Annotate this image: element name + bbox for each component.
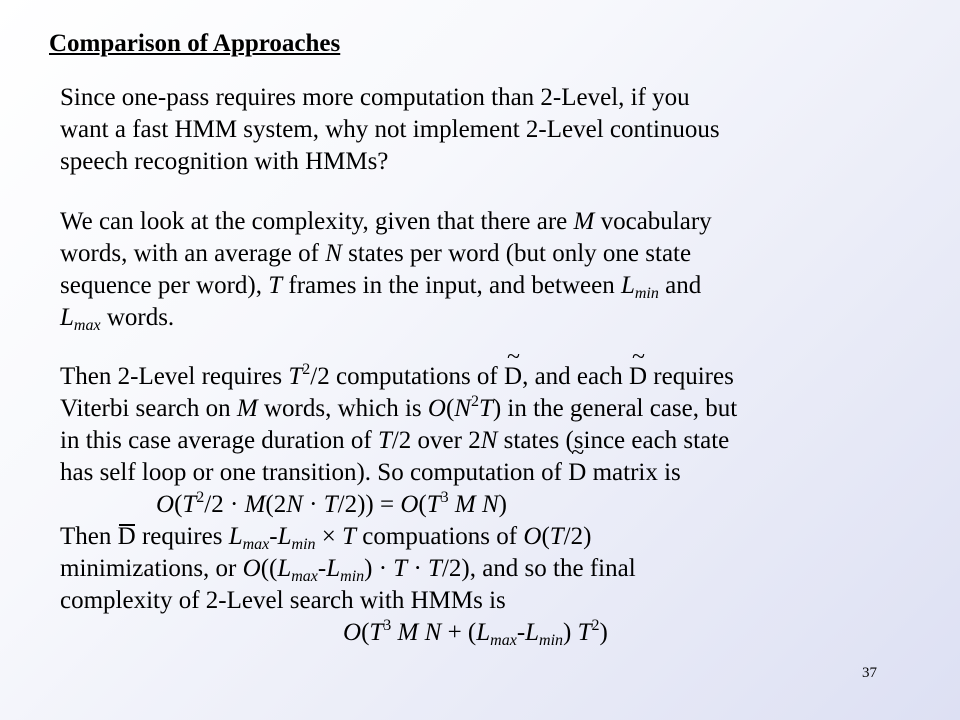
formula-line: $O(T^2/2 \cdot M(2N \cdot T/2)) = O(T^3$ M N) — [156, 489, 507, 518]
d-tilde-symbol: ~ D — [568, 457, 586, 489]
text-line: Viterbi search on M words, which is $O(N^2T)$ in the general case, but — [60, 393, 738, 422]
text-line: in this case average duration of T/2 over 2N states (since each state — [60, 427, 730, 454]
paragraph-question — [60, 82, 920, 178]
text-line: Then D requires $L_{max}-L_{min} \times T$ compuations of O(T/2) — [60, 523, 592, 553]
formula-line-final: $O(T^3$ M $N + (L_{max}-L_{min})$ $T^2$) — [343, 617, 608, 649]
d-tilde-symbol: ~ D — [629, 361, 647, 393]
paragraph-complexity-setup — [60, 206, 920, 334]
text-line: minimizations, or $O((L_{max}-L_{min}) \cdot T \cdot T/2)$, and so the final — [60, 555, 636, 585]
slide-title: Comparison of Approaches — [49, 30, 341, 57]
text-line: sequence per word), T frames in the input, and between $L_{min}$ and — [60, 272, 702, 302]
d-tilde-symbol: ~ D — [504, 361, 522, 393]
text-line: Then 2-Level requires $T^2/2$ computations of ~ D, and each ~ D requires — [60, 361, 920, 393]
paragraph-two-level-analysis — [60, 361, 920, 649]
page-number: 37 — [862, 665, 877, 681]
text-line: We can look at the complexity, given that there are M vocabulary — [60, 208, 712, 235]
d-bar-symbol: D — [118, 521, 136, 553]
text-line: Since one-pass requires more computation than 2-Level, if you — [60, 84, 690, 111]
text-line: want a fast HMM system, why not implement 2-Level continuous — [60, 116, 720, 143]
text-line: has self loop or one transition). So computation of ~ D matrix is — [60, 457, 920, 489]
text-line: words, with an average of N states per word (but only one state — [60, 240, 692, 267]
text-line: speech recognition with HMMs? — [60, 148, 389, 175]
text-line: $L_{max}$ words. — [60, 304, 175, 334]
text-line: complexity of 2-Level search with HMMs is — [60, 587, 506, 614]
